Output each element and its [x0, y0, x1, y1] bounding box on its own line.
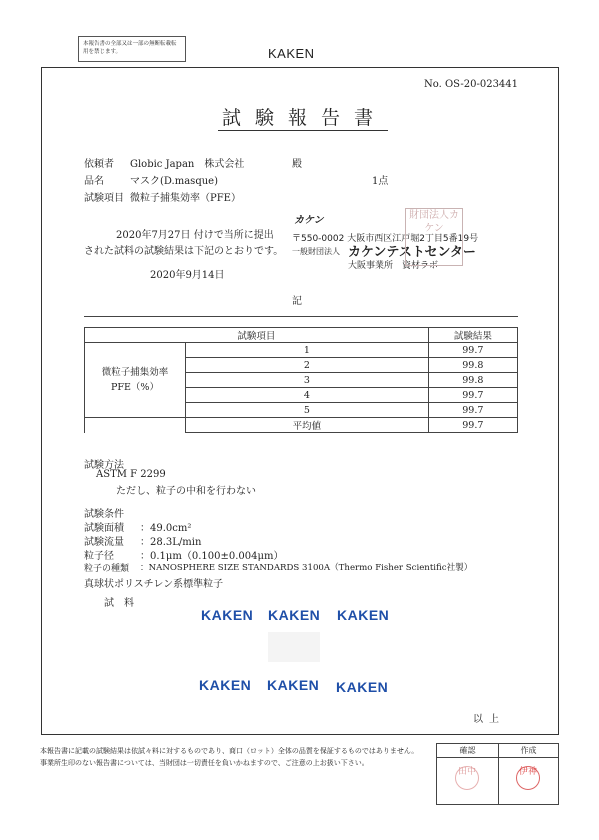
company-logo: カケン: [294, 215, 324, 226]
company-org-type: 一般財団法人: [292, 247, 340, 256]
footer-line1: 本報告書に記載の試験結果は依試々料に対するものであり、商口（ロット）全体の品質を保証するものではありません。: [40, 747, 419, 755]
item-name: マスク(D.masque): [130, 176, 218, 187]
item-quantity: 1点: [372, 176, 389, 187]
test-item-label: 試験項目: [84, 193, 124, 204]
avg-label: 平均値: [186, 418, 429, 433]
cond-extra: 真球状ポリスチレン系標準粒子: [84, 579, 224, 590]
report-date: 2020年9月14日: [150, 270, 225, 281]
cond-value: ：49.0cm²: [140, 523, 192, 534]
cond-key: 試験流量: [84, 537, 124, 548]
row-value: 99.7: [428, 388, 517, 403]
sample-fabric: [268, 632, 320, 662]
report-title: 試験報告書: [222, 107, 388, 129]
ki-underline: [84, 316, 518, 317]
row-label-cell: [85, 343, 186, 418]
sample-label: 試 料: [104, 598, 134, 609]
row-label-line1: 微粒子捕集効率: [101, 367, 169, 378]
client-honorific: 殿: [292, 159, 302, 170]
sample-brand: KAKEN: [268, 607, 321, 623]
cond-key: 粒子径: [84, 551, 114, 562]
title-underline: [218, 130, 388, 131]
sample-brand: KAKEN: [336, 679, 389, 695]
sample-brand: KAKEN: [199, 677, 252, 693]
intro-line1: 2020年7月27日 付けで当所に提出: [116, 230, 274, 241]
sample-brand: KAKEN: [201, 607, 254, 623]
copyright-notice: 本報告書の全部又は一部の無断転載転用を禁じます。: [78, 36, 186, 62]
cond-value: ：NANOSPHERE SIZE STANDARDS 3100A（Thermo Fisher Scientific社製）: [140, 563, 473, 573]
conditions-label: 試験条件: [84, 509, 124, 520]
cond-value: ：0.1μm（0.100±0.004μm）: [140, 551, 284, 562]
avg-value: 99.7: [428, 418, 517, 433]
method-label: 試験方法: [84, 460, 124, 471]
company-division: 大阪事業所 資材ラボ: [348, 261, 439, 271]
report-number: No. OS-20-023441: [424, 79, 519, 90]
sample-brand: KAKEN: [267, 677, 320, 693]
row-no: 5: [186, 403, 429, 418]
company-seal: 財団法人カケン: [405, 208, 463, 266]
row-value: 99.8: [428, 373, 517, 388]
method-standard: ASTM F 2299: [96, 469, 166, 480]
author-label: 作成: [520, 746, 537, 755]
client-name: Globic Japan 株式会社: [130, 159, 245, 170]
row-value: 99.8: [428, 358, 517, 373]
row-no: 2: [186, 358, 429, 373]
footer-note: [40, 745, 418, 769]
results-table: [84, 327, 518, 433]
header-item: 試験項目: [85, 328, 429, 343]
check-label: 確認: [459, 746, 476, 755]
cond-value: ：28.3L/min: [140, 537, 202, 548]
row-label-line2: PFE（%）: [111, 382, 159, 393]
end-mark: 以上: [473, 714, 505, 725]
sample-brand: KAKEN: [337, 607, 390, 623]
ki-mark: 記: [292, 296, 302, 307]
footer-line2: 事業所生印のない報告書については、当財団は一切責任を負いかねますので、ご注意の上お扱い下さい。: [40, 759, 369, 767]
intro-line2: された試料の試験結果は下記のとおりです。: [84, 246, 284, 257]
row-no: 1: [186, 343, 429, 358]
client-label: 依頼者: [84, 159, 114, 170]
confirm-box: [436, 743, 559, 805]
row-value: 99.7: [428, 343, 517, 358]
row-no: 4: [186, 388, 429, 403]
cond-key: 粒子の種類: [84, 564, 130, 574]
avg-blank: [85, 418, 186, 433]
check-stamp: 田中: [455, 766, 479, 790]
row-value: 99.7: [428, 403, 517, 418]
test-item-value: 微粒子捕集効率（PFE）: [130, 193, 241, 204]
header-result: 試験結果: [428, 328, 517, 343]
company-name: カケンテストセンター: [348, 245, 476, 260]
company-address: 〒550-0002 大阪市西区江戸堀2丁目5番19号: [292, 234, 479, 244]
author-stamp: 伊神: [516, 766, 540, 790]
method-note: ただし、粒子の中和を行わない: [116, 486, 256, 497]
cond-key: 試験面積: [84, 523, 124, 534]
header-brand: KAKEN: [268, 46, 315, 61]
row-no: 3: [186, 373, 429, 388]
item-label: 品名: [84, 176, 104, 187]
